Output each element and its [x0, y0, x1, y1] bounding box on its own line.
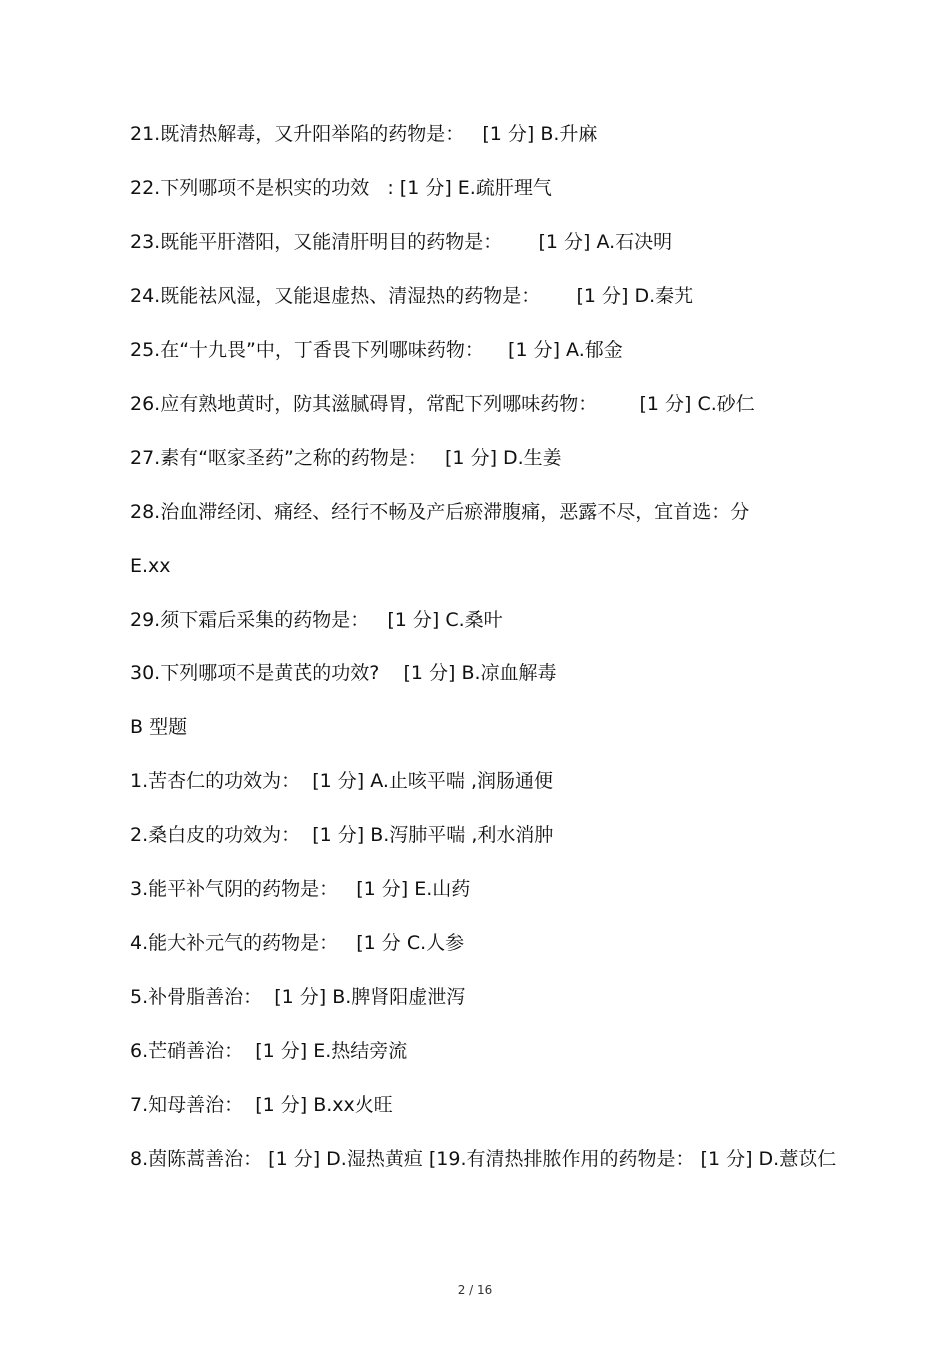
- text-line-q22: 22.下列哪项不是枳实的功效 : [1 分] E.疏肝理气: [130, 177, 552, 199]
- text-line-b6: 6.芒硝善治： [1 分] E.热结旁流: [130, 1040, 408, 1062]
- text-line-b5: 5.补骨脂善治： [1 分] B.脾肾阳虚泄泻: [130, 986, 466, 1008]
- text-line-q24: 24.既能祛风湿，又能退虚热、清湿热的药物是： [1 分] D.秦艽: [130, 285, 694, 307]
- text-line-b7: 7.知母善治： [1 分] B.xx火旺: [130, 1094, 393, 1116]
- text-line-q26: 26.应有熟地黄时，防其滋腻碍胃，常配下列哪味药物： [1 分] C.砂仁: [130, 393, 755, 415]
- text-line-q25: 25.在“十九畏”中，丁香畏下列哪味药物： [1 分] A.郁金: [130, 339, 623, 361]
- text-line-q28: 28.治血滞经闭、痛经、经行不畅及产后瘀滞腹痛，恶露不尽，宜首选：分: [130, 501, 750, 523]
- text-line-q28-answer: E.xx: [130, 555, 171, 577]
- section-heading-b-type: B 型题: [130, 716, 188, 738]
- text-line-b1: 1.苦杏仁的功效为： [1 分] A.止咳平喘 ,润肠通便: [130, 770, 553, 792]
- page-number: 2 / 16: [457, 1283, 493, 1297]
- text-paragraph-b8: 8.茵陈蒿善治： [1 分] D.湿热黄疸 [19.有清热排脓作用的药物是： [1 分] D.薏苡仁: [130, 1148, 837, 1170]
- text-line-q23: 23.既能平肝潜阳，又能清肝明目的药物是： [1 分] A.石决明: [130, 231, 673, 253]
- text-line-b4: 4.能大补元气的药物是： [1 分 C.人参: [130, 932, 465, 954]
- text-line-b3: 3.能平补气阴的药物是： [1 分] E.山药: [130, 878, 471, 900]
- text-line-q30: 30.下列哪项不是黄芪的功效? [1 分] B.凉血解毒: [130, 662, 557, 684]
- text-line-q27: 27.素有“呕家圣药”之称的药物是： [1 分] D.生姜: [130, 447, 562, 469]
- text-line-q29: 29.须下霜后采集的药物是： [1 分] C.桑叶: [130, 609, 503, 631]
- text-line-q21: 21.既清热解毒，又升阳举陷的药物是： [1 分] B.升麻: [130, 123, 598, 145]
- text-line-b2: 2.桑白皮的功效为： [1 分] B.泻肺平喘 ,利水消肿: [130, 824, 554, 846]
